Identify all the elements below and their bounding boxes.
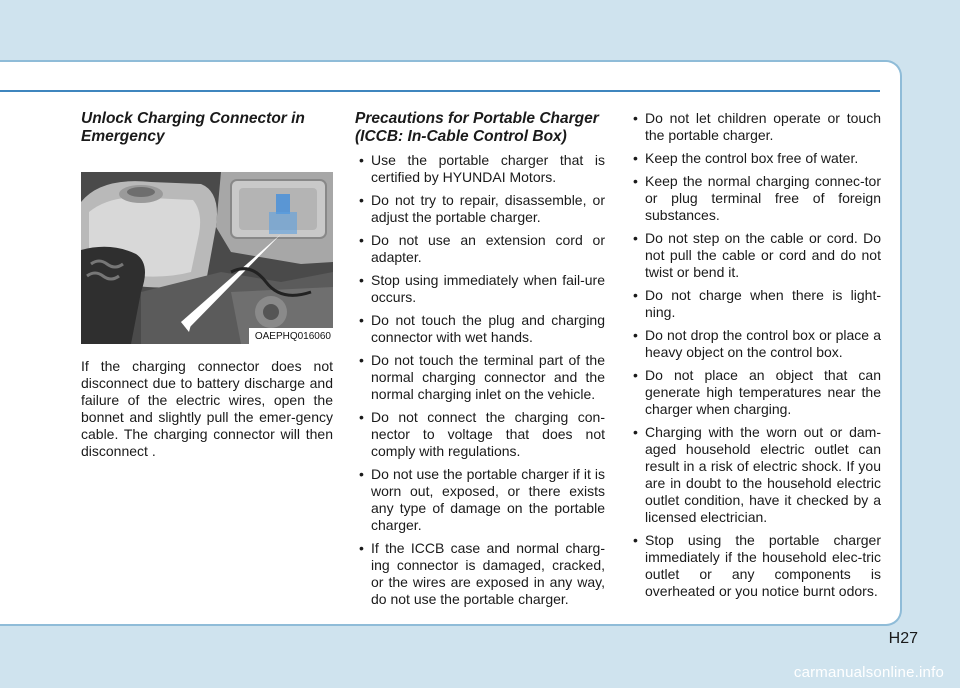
- section-precautions-continued: [629, 110, 881, 606]
- watermark-text: carmanualsonline.info: [793, 664, 944, 681]
- emergency-unlock-paragraph: If the charging connector does not disconnect due to battery discharge and failure of the electric wires, open the bonnet and slightly pull the emer-gency cable. The charging connector will then disconnect .: [81, 358, 333, 459]
- list-item: • Stop using the portable charger immediately if the household elec-tric outlet or any components is overheated or you notice burnt odors.: [633, 532, 881, 599]
- section-title-emergency-unlock: Unlock Charging Connector in Emergency: [81, 110, 305, 145]
- list-item: • Do not use the portable charger if it is worn out, exposed, or there exists any type of damage on the portable charger.: [359, 466, 605, 533]
- list-item: • Do not touch the plug and charging connector with wet hands.: [359, 312, 605, 345]
- section-emergency-unlock: [81, 110, 333, 460]
- figure-code: OAEPHQ016060: [249, 328, 333, 344]
- list-item: • Do not let children operate or touch the portable charger.: [633, 110, 881, 143]
- list-item: • Do not connect the charging con-nector to voltage that does not comply with regulations.: [359, 409, 605, 459]
- list-item: • Do not place an object that can generate high temperatures near the charger when charging.: [633, 367, 881, 417]
- section-title-precautions: Precautions for Portable Charger (ICCB: In-Cable Control Box): [355, 110, 599, 145]
- engine-bay-illustration: [81, 172, 333, 344]
- list-item: • Keep the control box free of water.: [633, 150, 859, 166]
- precautions-list-2: [629, 110, 881, 600]
- list-item: • Do not try to repair, disassemble, or adjust the portable charger.: [359, 192, 605, 225]
- list-item: • Stop using immediately when fail-ure occurs.: [359, 272, 605, 305]
- list-item: • Do not drop the control box or place a heavy object on the control box.: [633, 327, 881, 360]
- page-number: H27: [888, 630, 918, 647]
- list-item: • Do not use an extension cord or adapter.: [359, 232, 605, 265]
- list-item: • Keep the normal charging connec-tor or plug terminal free of foreign substances.: [633, 173, 881, 223]
- list-item: • If the ICCB case and normal charg-ing connector is damaged, cracked, or the wires are exposed in any way, do not use the portable charger.: [359, 540, 605, 607]
- list-item: • Do not step on the cable or cord. Do not pull the cable or cord and do not twist or bend it.: [633, 230, 881, 280]
- list-item: • Use the portable charger that is certified by HYUNDAI Motors.: [359, 152, 605, 185]
- list-item: • Do not charge when there is light-ning.: [633, 287, 881, 320]
- section-precautions: [355, 110, 605, 614]
- engine-bay-figure: [81, 172, 333, 344]
- list-item: • Do not touch the terminal part of the normal charging connector and the normal charging inlet on the vehicle.: [359, 352, 605, 402]
- list-item: • Charging with the worn out or dam-aged household electric outlet can result in a risk of electric shock. If you are in doubt to the household electric outlet condition, have it checked by a licensed electrician.: [633, 424, 881, 525]
- precautions-list-1: [355, 152, 605, 608]
- header-rule: [0, 90, 880, 92]
